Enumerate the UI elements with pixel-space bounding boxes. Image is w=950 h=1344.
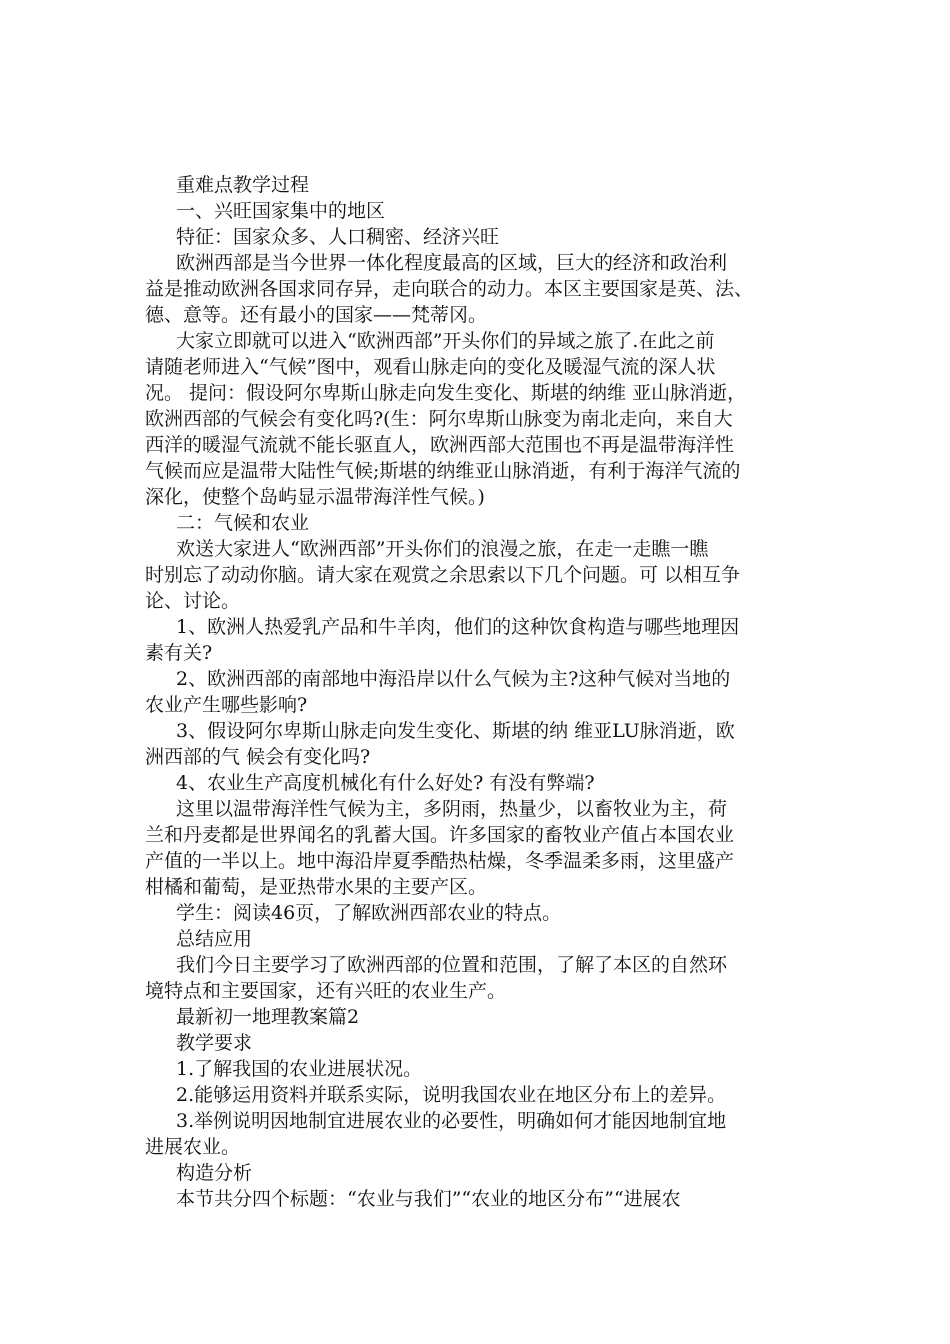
text-line: 柑橘和葡萄，是亚热带水果的主要产区。 (145, 876, 488, 898)
text-line: 2、欧洲西部的南部地中海沿岸以什么气候为主?这种气候对当地的 (176, 668, 731, 690)
text-line: 况。 提问：假设阿尔卑斯山脉走向发生变化、斯堪的纳维 亚山脉消逝， (145, 382, 747, 404)
text-line: 西洋的暖湿气流就不能长驱直人，欧洲西部大范围也不再是温带海洋性 (145, 434, 735, 456)
text-line: 大家立即就可以进入“欧洲西部”开头你们的异域之旅了.在此之前 (176, 330, 715, 352)
text-line: 学生：阅读46页，了解欧洲西部农业的特点。 (176, 902, 562, 924)
text-line: 论、讨论。 (145, 590, 241, 612)
text-line: 1.了解我国的农业进展状况。 (176, 1058, 423, 1080)
document-page (145, 172, 845, 1212)
text-line: 本节共分四个标题：“农业与我们”“农业的地区分布”“进展农 (176, 1188, 681, 1210)
text-line: 这里以温带海洋性气候为主，多阴雨，热量少，以畜牧业为主，荷 (176, 798, 728, 820)
text-line: 重难点教学过程 (176, 174, 310, 196)
text-line: 深化，使整个岛屿显示温带海洋性气候。) (145, 486, 485, 508)
text-line: 欢送大家进人“欧洲西部”开头你们的浪漫之旅，在走一走瞧一瞧 (176, 538, 709, 560)
text-line: 2.能够运用资料并联系实际，说明我国农业在地区分布上的差异。 (176, 1084, 727, 1106)
text-line: 德、意等。还有最小的国家——梵蒂冈。 (145, 304, 488, 326)
text-line: 产值的一半以上。地中海沿岸夏季酷热枯燥，冬季温柔多雨，这里盛产 (145, 850, 735, 872)
text-line: 兰和丹麦都是世界闻名的乳蓄大国。许多国家的畜牧业产值占本国农业 (145, 824, 735, 846)
text-line: 请随老师进入“气候”图中，观看山脉走向的变化及暖湿气流的深人状 (145, 356, 716, 378)
text-line: 二：气候和农业 (176, 512, 310, 534)
text-line: 总结应用 (176, 928, 253, 950)
text-line: 构造分析 (176, 1162, 253, 1184)
text-line: 洲西部的气 候会有变化吗? (145, 746, 371, 768)
text-line: 3.举例说明因地制宜进展农业的必要性，明确如何才能因地制宜地 (176, 1110, 727, 1132)
text-line: 欧洲西部是当今世界一体化程度最高的区域，巨大的经济和政治利 (176, 252, 728, 274)
text-line: 1、欧洲人热爱乳产品和牛羊肉，他们的这种饮食构造与哪些地理因 (176, 616, 740, 638)
text-line: 时别忘了动动你脑。请大家在观赏之余思索以下几个问题。可 以相互争 (145, 564, 741, 586)
text-line: 我们今日主要学习了欧洲西部的位置和范围，了解了本区的自然环 (176, 954, 728, 976)
text-line: 特征：国家众多、人口稠密、经济兴旺 (176, 226, 500, 248)
text-line: 进展农业。 (145, 1136, 241, 1158)
text-line: 益是推动欧洲各国求同存异，走向联合的动力。本区主要国家是英、法、 (145, 278, 754, 300)
text-line: 气候而应是温带大陆性气候;斯堪的纳维亚山脉消逝，有利于海洋气流的 (145, 460, 741, 482)
text-line: 3、假设阿尔卑斯山脉走向发生变化、斯堪的纳 维亚LU脉消逝，欧 (176, 720, 735, 742)
text-line: 最新初一地理教案篇2 (176, 1006, 360, 1028)
text-line: 一、兴旺国家集中的地区 (176, 200, 386, 222)
text-line: 教学要求 (176, 1032, 253, 1054)
text-line: 素有关? (145, 642, 213, 664)
text-line: 4、农业生产高度机械化有什么好处? 有没有弊端? (176, 772, 595, 794)
text-line: 境特点和主要国家，还有兴旺的农业生产。 (145, 980, 507, 1002)
text-line: 农业产生哪些影响? (145, 694, 308, 716)
text-line: 欧洲西部的气候会有变化吗?(生：阿尔卑斯山脉变为南北走向，来自大 (145, 408, 733, 430)
